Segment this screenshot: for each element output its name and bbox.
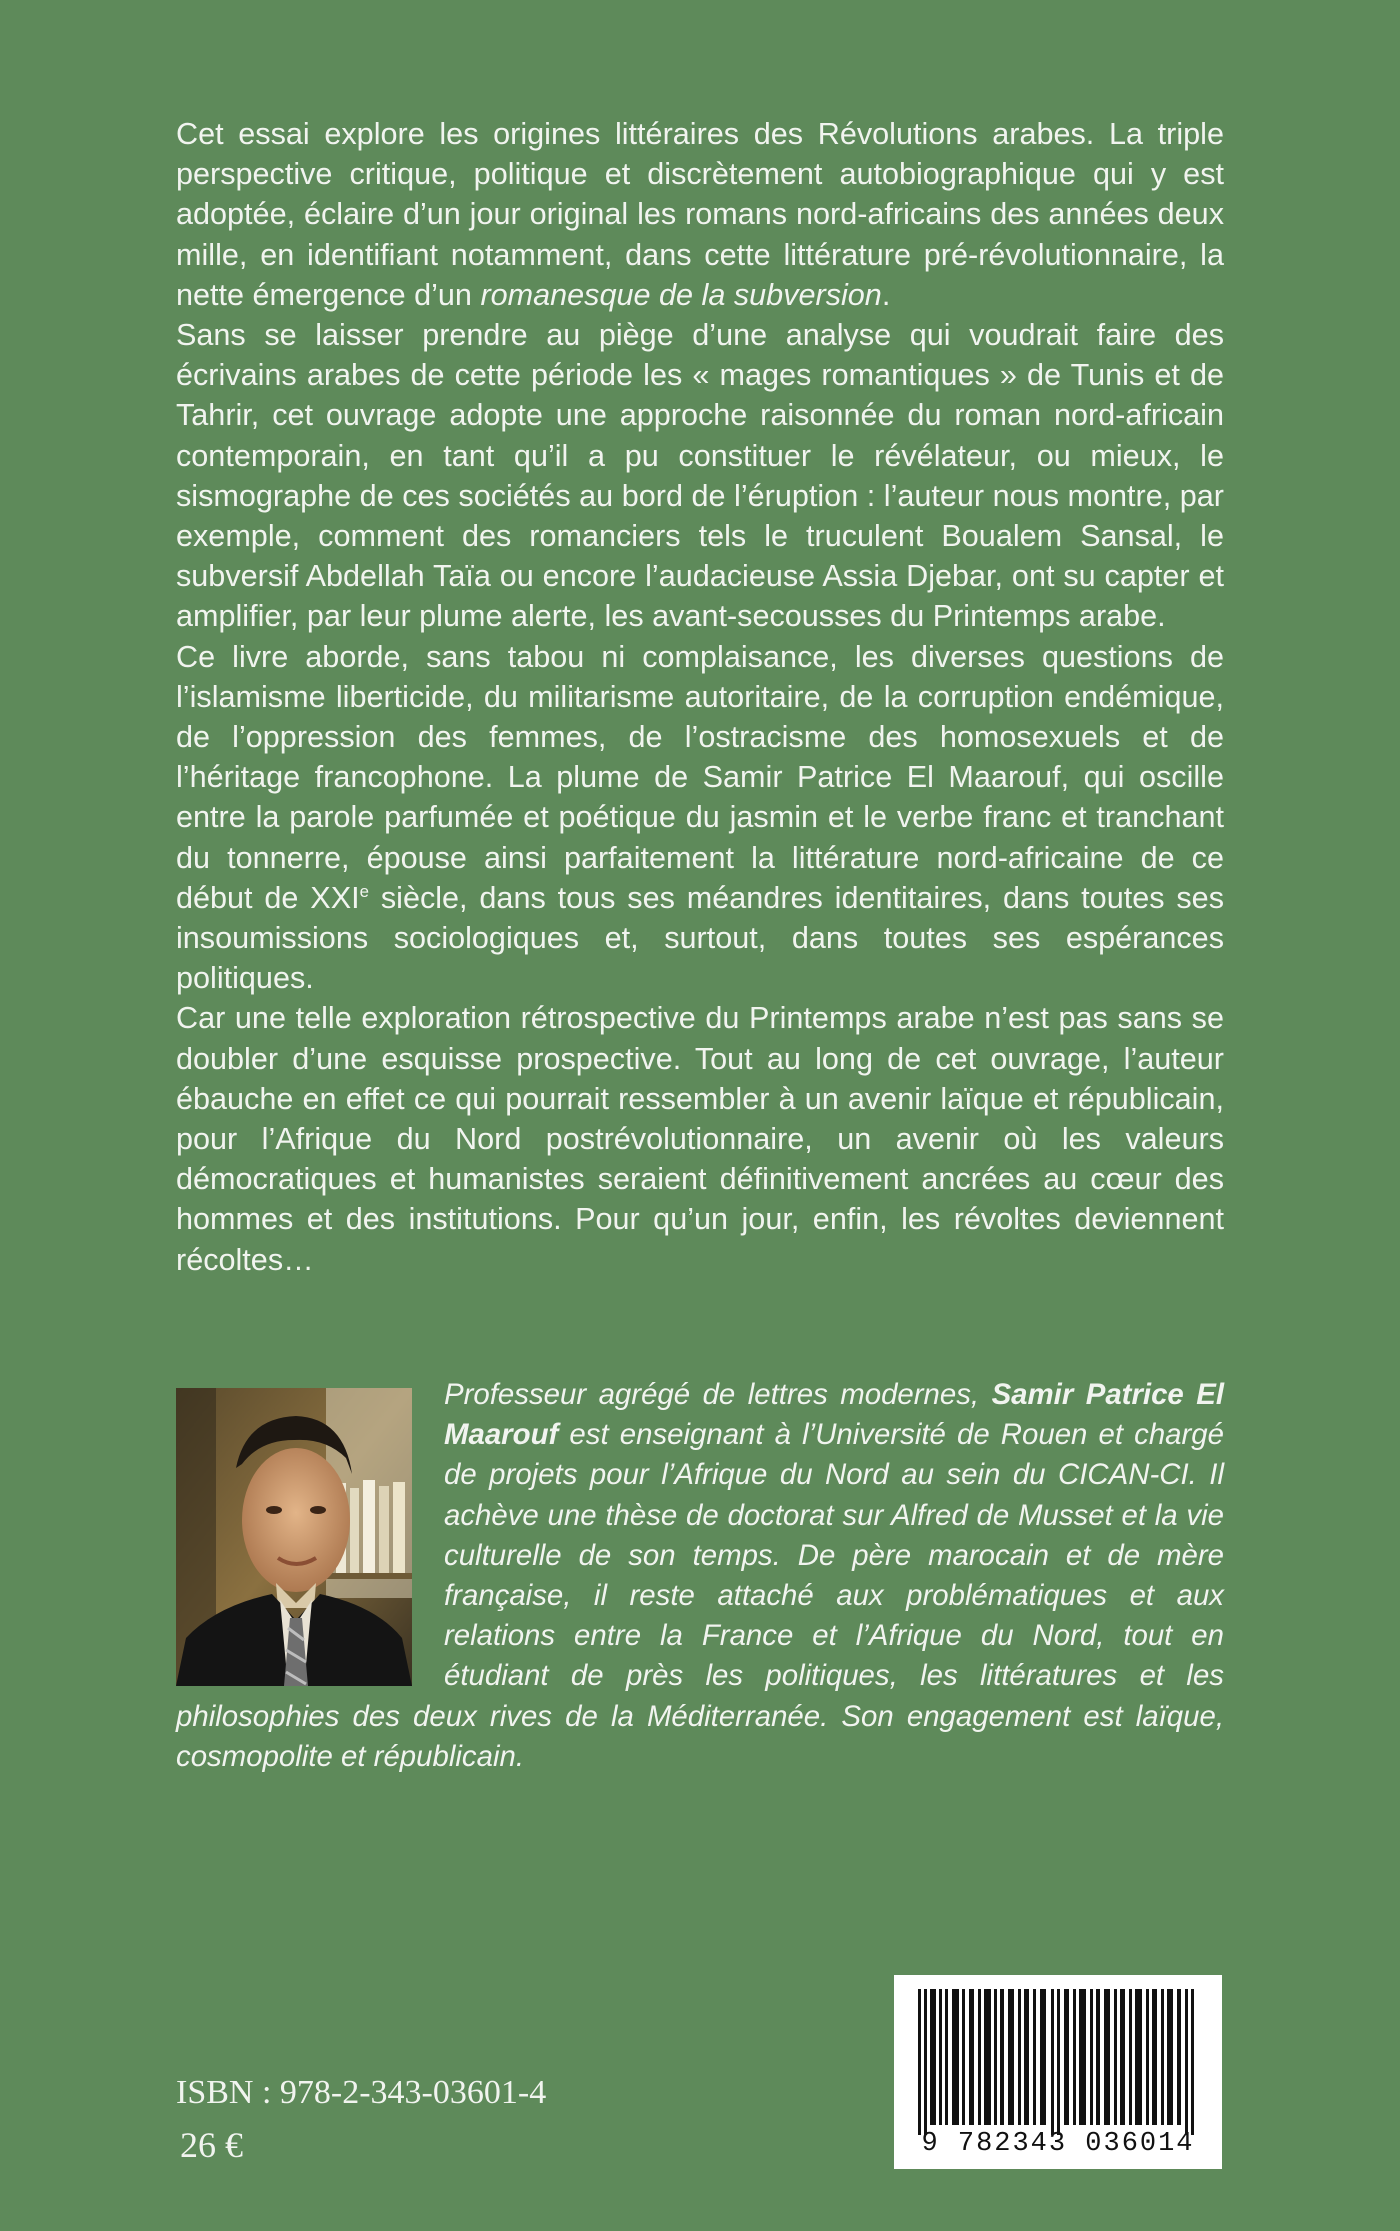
summary-paragraph-4: Car une telle exploration rétrospective du Printemps arabe n’est pas sans se doubler d’une esquisse prospective. Tout au long de cet ouvrage, l’auteur ébauche en effet ce qui pourrait ressembler à un avenir laïque et républicain, pour l’Afrique du Nord postrévolutionnaire, un avenir où les valeurs démocratiques et humanistes seraient définitivement ancrées au cœur des hommes et des institutions. Pour qu’un jour, enfin, les révoltes deviennent récoltes… bbox=[176, 1001, 1224, 1277]
summary-paragraph-3: Ce livre aborde, sans tabou ni complaisance, les diverses questions de l’islamisme liberticide, du militarisme autoritaire, de la corruption endémique, de l’oppression des femmes, de l’ostracisme des homosexuels et de l’héritage francophone. La plume de Samir Patrice El Maarouf, qui oscille entre la parole parfumée et poétique du jasmin et le verbe franc et tranchant du tonnerre, épouse ainsi parfaitement la littérature nord-africaine de ce début de XXIe siècle, dans tous ses méandres identitaires, dans toutes ses insoumissions sociologiques et, surtout, dans toutes ses espérances politiques. bbox=[176, 639, 1224, 996]
author-biography: Professeur agrégé de lettres modernes, Samir Patrice El Maarouf est enseignant à l’Université de Rouen et chargé de projets pour l’Afrique du Nord au sein du CICAN-CI. Il achève une thèse de doctorat sur Alfred de Musset et la vie culturelle de son temps. De père marocain et de mère française, il reste attaché aux problématiques et aux relations entre la France et l’Afrique du Nord, tout en étudiant de près les politiques, les littératures et les philosophies des deux rives de la Méditerranée. Son engagement est laïque, cosmopolite et républicain. bbox=[176, 1375, 1224, 1777]
price-label: 26 € bbox=[180, 2125, 243, 2165]
photo-float-spacer bbox=[176, 1375, 444, 1695]
summary-paragraph-1: Cet essai explore les origines littéraires des Révolutions arabes. La triple perspective critique, politique et discrètement autobiographique qui y est adoptée, éclaire d’un jour original les romans nord-africains des années deux mille, en identifiant notamment, dans cette littérature pré-révolutionnaire, la nette émergence d’un romanesque de la subversion. bbox=[176, 117, 1224, 312]
century-superscript: e bbox=[359, 881, 369, 901]
barcode-digits: 9 782343 036014 bbox=[921, 2129, 1195, 2159]
summary-paragraph-2: Sans se laisser prendre au piège d’une analyse qui voudrait faire des écrivains arabes de cette période les « mages romantiques » de Tunis et de Tahrir, cet ouvrage adopte une approche raisonnée du roman nord-africain contemporain, en tant qu’il a pu constituer le révélateur, ou mieux, le sismographe de ces sociétés au bord de l’éruption : l’auteur nous montre, par exemple, comment des romanciers tels le truculent Boualem Sansal, le subversif Abdellah Taïa ou encore l’audacieuse Assia Djebar, ont su capter et amplifier, par leur plume alerte, les avant-secousses du Printemps arabe. bbox=[176, 318, 1224, 634]
isbn-label: ISBN : 978-2-343-03601-4 bbox=[176, 2074, 547, 2111]
summary-italic-phrase: romanesque de la subversion bbox=[480, 277, 882, 312]
author-name: Samir Patrice El Maarouf bbox=[444, 1378, 1225, 1452]
back-cover-summary bbox=[176, 114, 1224, 1280]
isbn-barcode bbox=[894, 1975, 1222, 2169]
